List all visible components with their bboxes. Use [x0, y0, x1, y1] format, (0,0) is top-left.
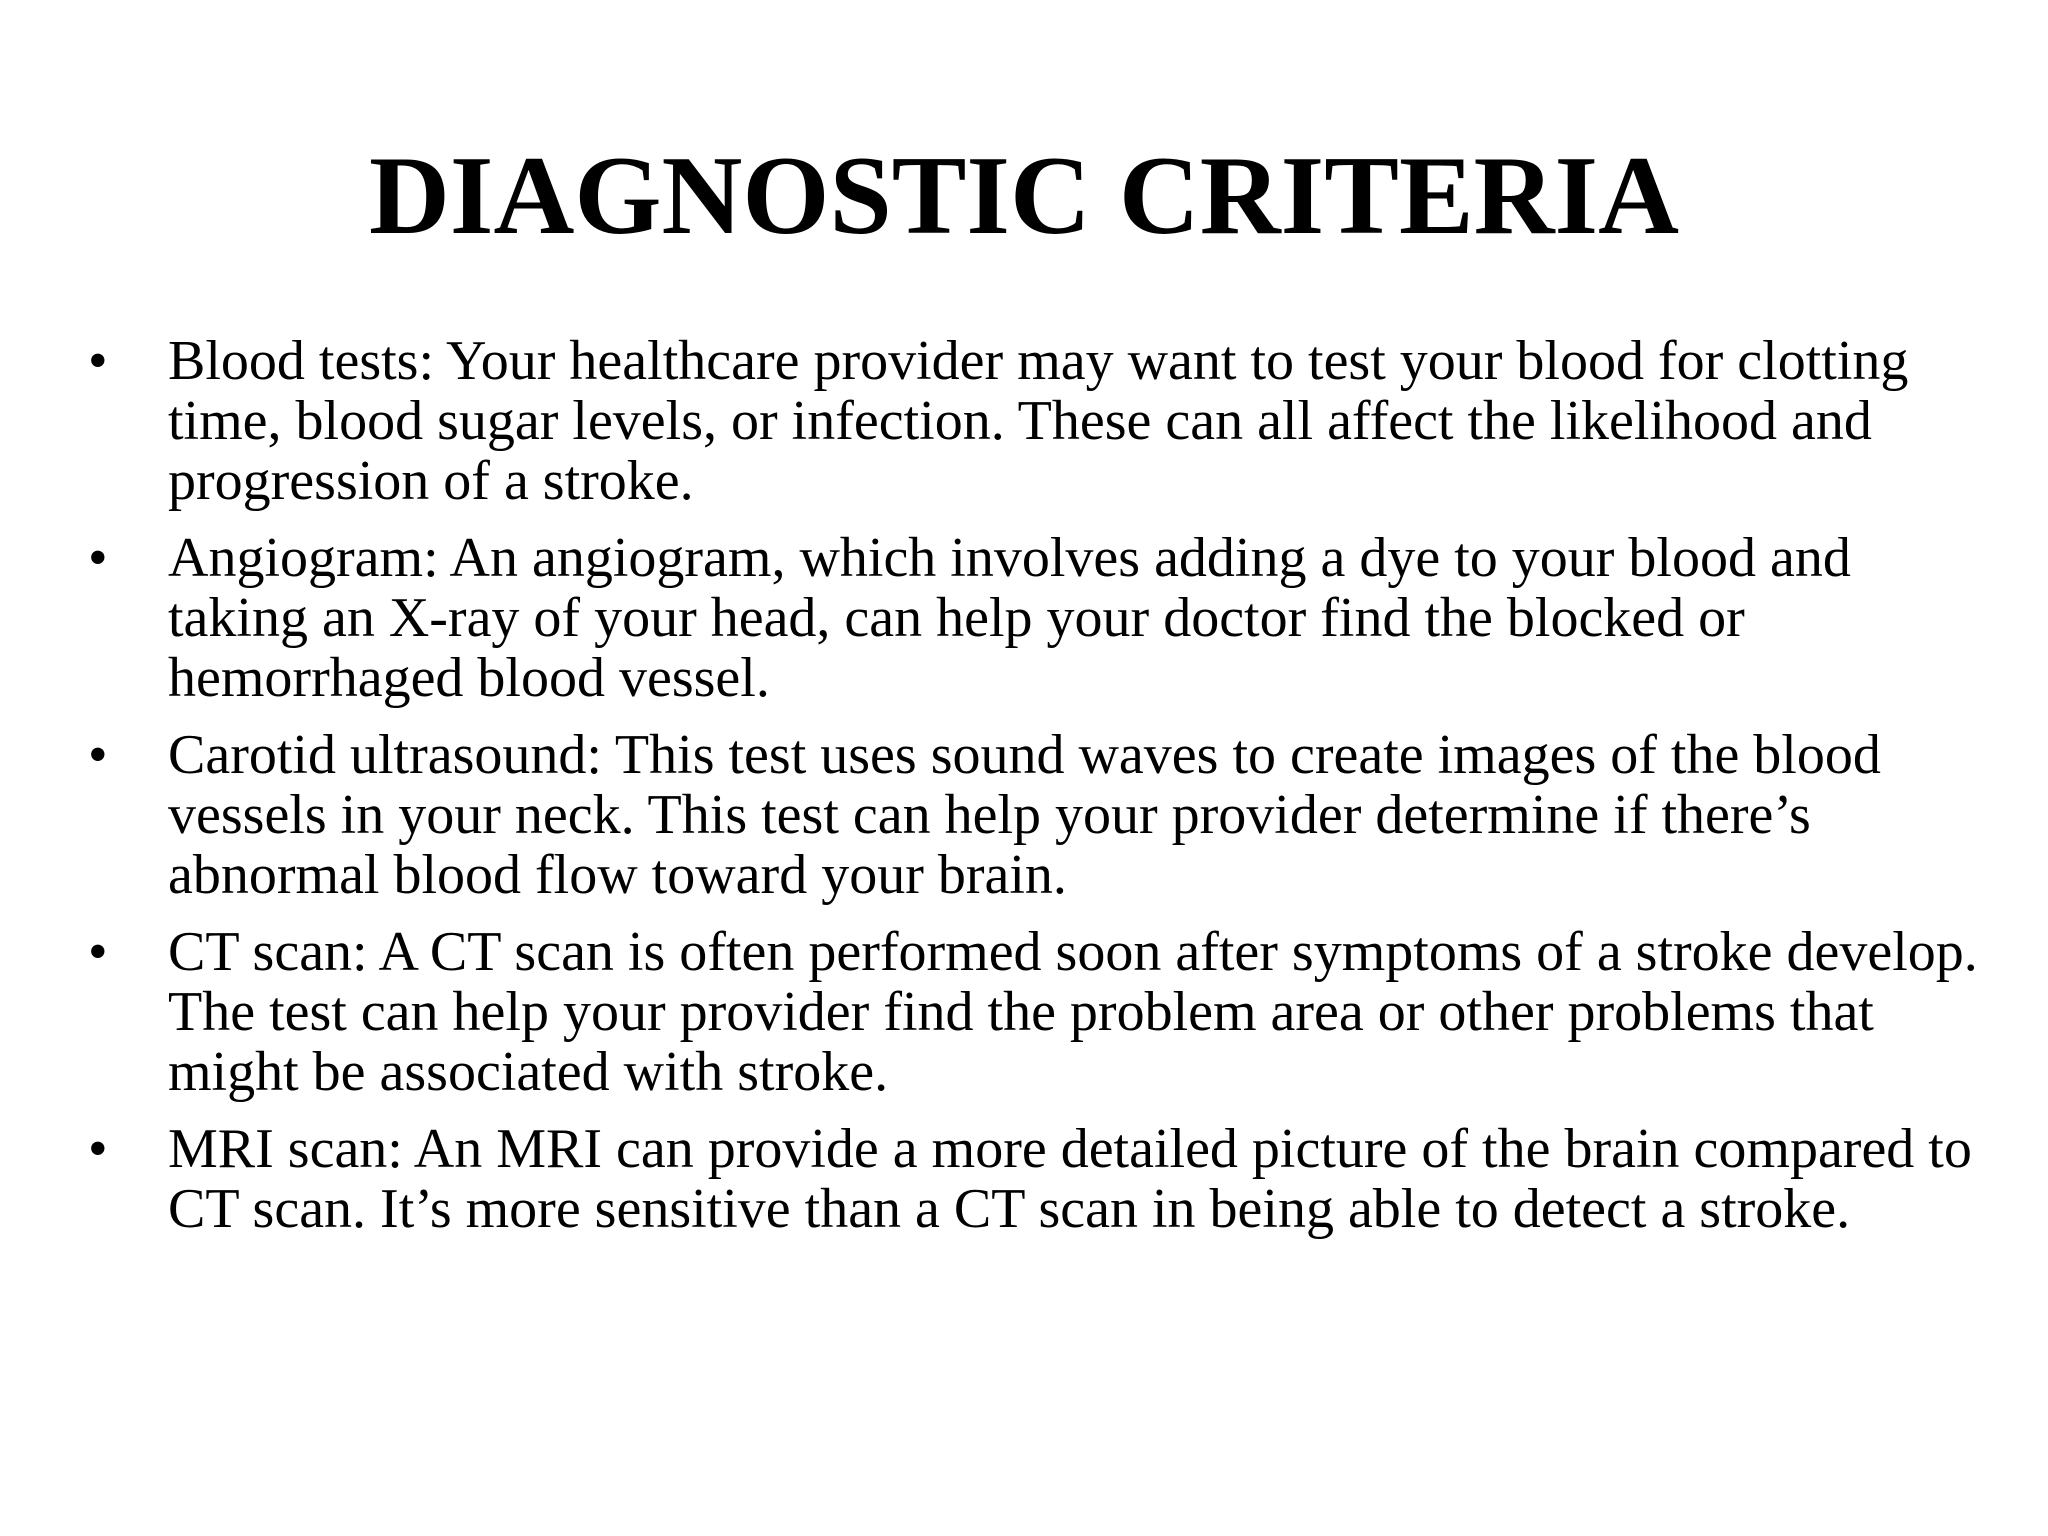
- bullet-list: [88, 331, 1988, 1256]
- bullet-text: MRI scan: An MRI can provide a more detailed picture of the brain compared to CT scan. It’s more sensitive than a CT scan in being able to detect a stroke.: [168, 1118, 1972, 1240]
- bullet-icon: •: [88, 921, 108, 983]
- bullet-item-mri-scan: [88, 1119, 1988, 1239]
- bullet-icon: •: [88, 527, 108, 589]
- bullet-text: Carotid ultrasound: This test uses sound waves to create images of the blood vessels in your neck. This test can help your provider determine if there’s abnormal blood flow toward your brain.: [168, 724, 1881, 906]
- bullet-item-angiogram: [88, 528, 1988, 708]
- bullet-item-blood-tests: [88, 331, 1988, 511]
- bullet-text: Blood tests: Your healthcare provider may want to test your blood for clotting time, blood sugar levels, or infection. These can all affect the likelihood and progression of a stroke.: [168, 330, 1909, 512]
- bullet-text: Angiogram: An angiogram, which involves adding a dye to your blood and taking an X-ray of your head, can help your doctor find the blocked or hemorrhaged blood vessel.: [168, 527, 1851, 709]
- bullet-text: CT scan: A CT scan is often performed soon after symptoms of a stroke develop. The test can help your provider find the problem area or other problems that might be associated with stroke.: [168, 921, 1978, 1103]
- slide-title: DIAGNOSTIC CRITERIA: [368, 134, 1680, 258]
- bullet-item-carotid-ultrasound: [88, 725, 1988, 905]
- bullet-icon: •: [88, 724, 108, 786]
- bullet-icon: •: [88, 1118, 108, 1180]
- bullet-icon: •: [88, 330, 108, 392]
- bullet-item-ct-scan: [88, 922, 1988, 1102]
